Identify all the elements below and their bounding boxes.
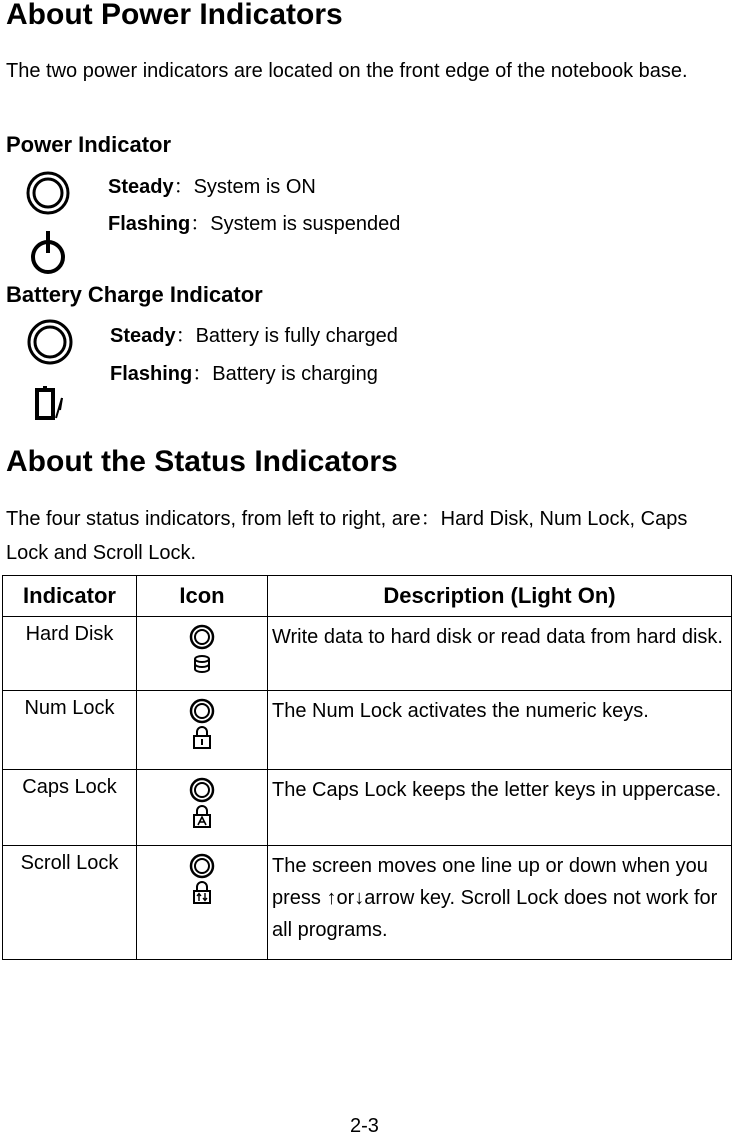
battery-steady-text: Battery is fully charged: [195, 325, 398, 347]
column-header-indicator: Indicator: [3, 576, 137, 617]
status-section-intro: The four status indicators, from left to right, are：Hard Disk, Num Lock, Caps Lock and Scroll Lock.: [6, 508, 688, 564]
column-header-icon: Icon: [137, 576, 268, 617]
power-indicator-graphic: [24, 165, 74, 280]
power-flashing-text: System is suspended: [210, 213, 401, 235]
table-row: [3, 617, 732, 691]
battery-steady-label: Steady: [110, 325, 176, 347]
battery-charge-icon: [37, 386, 62, 418]
battery-steady-line: [110, 319, 398, 348]
power-steady-label: Steady: [108, 176, 174, 198]
table-header-row: [3, 576, 732, 617]
indicator-name: Scroll Lock: [3, 846, 137, 960]
hard-disk-icon: [187, 623, 217, 679]
status-indicators-table: [2, 575, 732, 960]
power-flashing-line: [108, 207, 400, 236]
battery-indicator-graphic: [26, 314, 78, 424]
power-steady-separator: ：: [173, 176, 194, 198]
page-number: 2-3: [350, 1115, 379, 1137]
table-row: [3, 770, 732, 846]
battery-flashing-text: Battery is charging: [212, 363, 378, 385]
battery-indicator-heading: Battery Charge Indicator: [6, 282, 263, 307]
led-ring-icon: [28, 173, 68, 213]
led-ring-icon: [29, 321, 71, 363]
indicator-icon-cell: [137, 617, 268, 691]
caps-lock-icon: [187, 776, 217, 832]
battery-steady-separator: ：: [175, 325, 196, 347]
indicator-icon-cell: [137, 846, 268, 960]
table-row: [3, 846, 732, 960]
scroll-lock-icon: [187, 852, 217, 908]
indicator-name: Caps Lock: [3, 770, 137, 846]
battery-flashing-label: Flashing: [110, 363, 193, 385]
indicator-description: The Caps Lock keeps the letter keys in uppercase.: [268, 770, 732, 846]
power-flashing-label: Flashing: [108, 213, 191, 235]
power-icon: [33, 231, 63, 272]
column-header-description: Description (Light On): [268, 576, 732, 617]
battery-flashing-line: [110, 357, 378, 386]
indicator-icon-cell: [137, 691, 268, 770]
power-section-intro: The two power indicators are located on the front edge of the notebook base.: [6, 60, 688, 82]
num-lock-icon: [187, 697, 217, 753]
battery-flashing-separator: ：: [192, 363, 213, 385]
indicator-description: Write data to hard disk or read data from hard disk.: [268, 617, 732, 691]
power-indicator-heading: Power Indicator: [6, 132, 172, 157]
power-steady-line: [108, 170, 316, 199]
power-flashing-separator: ：: [190, 213, 211, 235]
indicator-description: The Num Lock activates the numeric keys.: [268, 691, 732, 770]
indicator-name: Hard Disk: [3, 617, 137, 691]
indicator-name: Num Lock: [3, 691, 137, 770]
status-section-title: About the Status Indicators: [6, 445, 398, 478]
indicator-description: The screen moves one line up or down when you press ↑or↓arrow key. Scroll Lock does not work for all programs.: [268, 846, 732, 960]
table-row: [3, 691, 732, 770]
power-steady-text: System is ON: [193, 176, 316, 198]
indicator-icon-cell: [137, 770, 268, 846]
power-section-title: About Power Indicators: [6, 0, 343, 31]
